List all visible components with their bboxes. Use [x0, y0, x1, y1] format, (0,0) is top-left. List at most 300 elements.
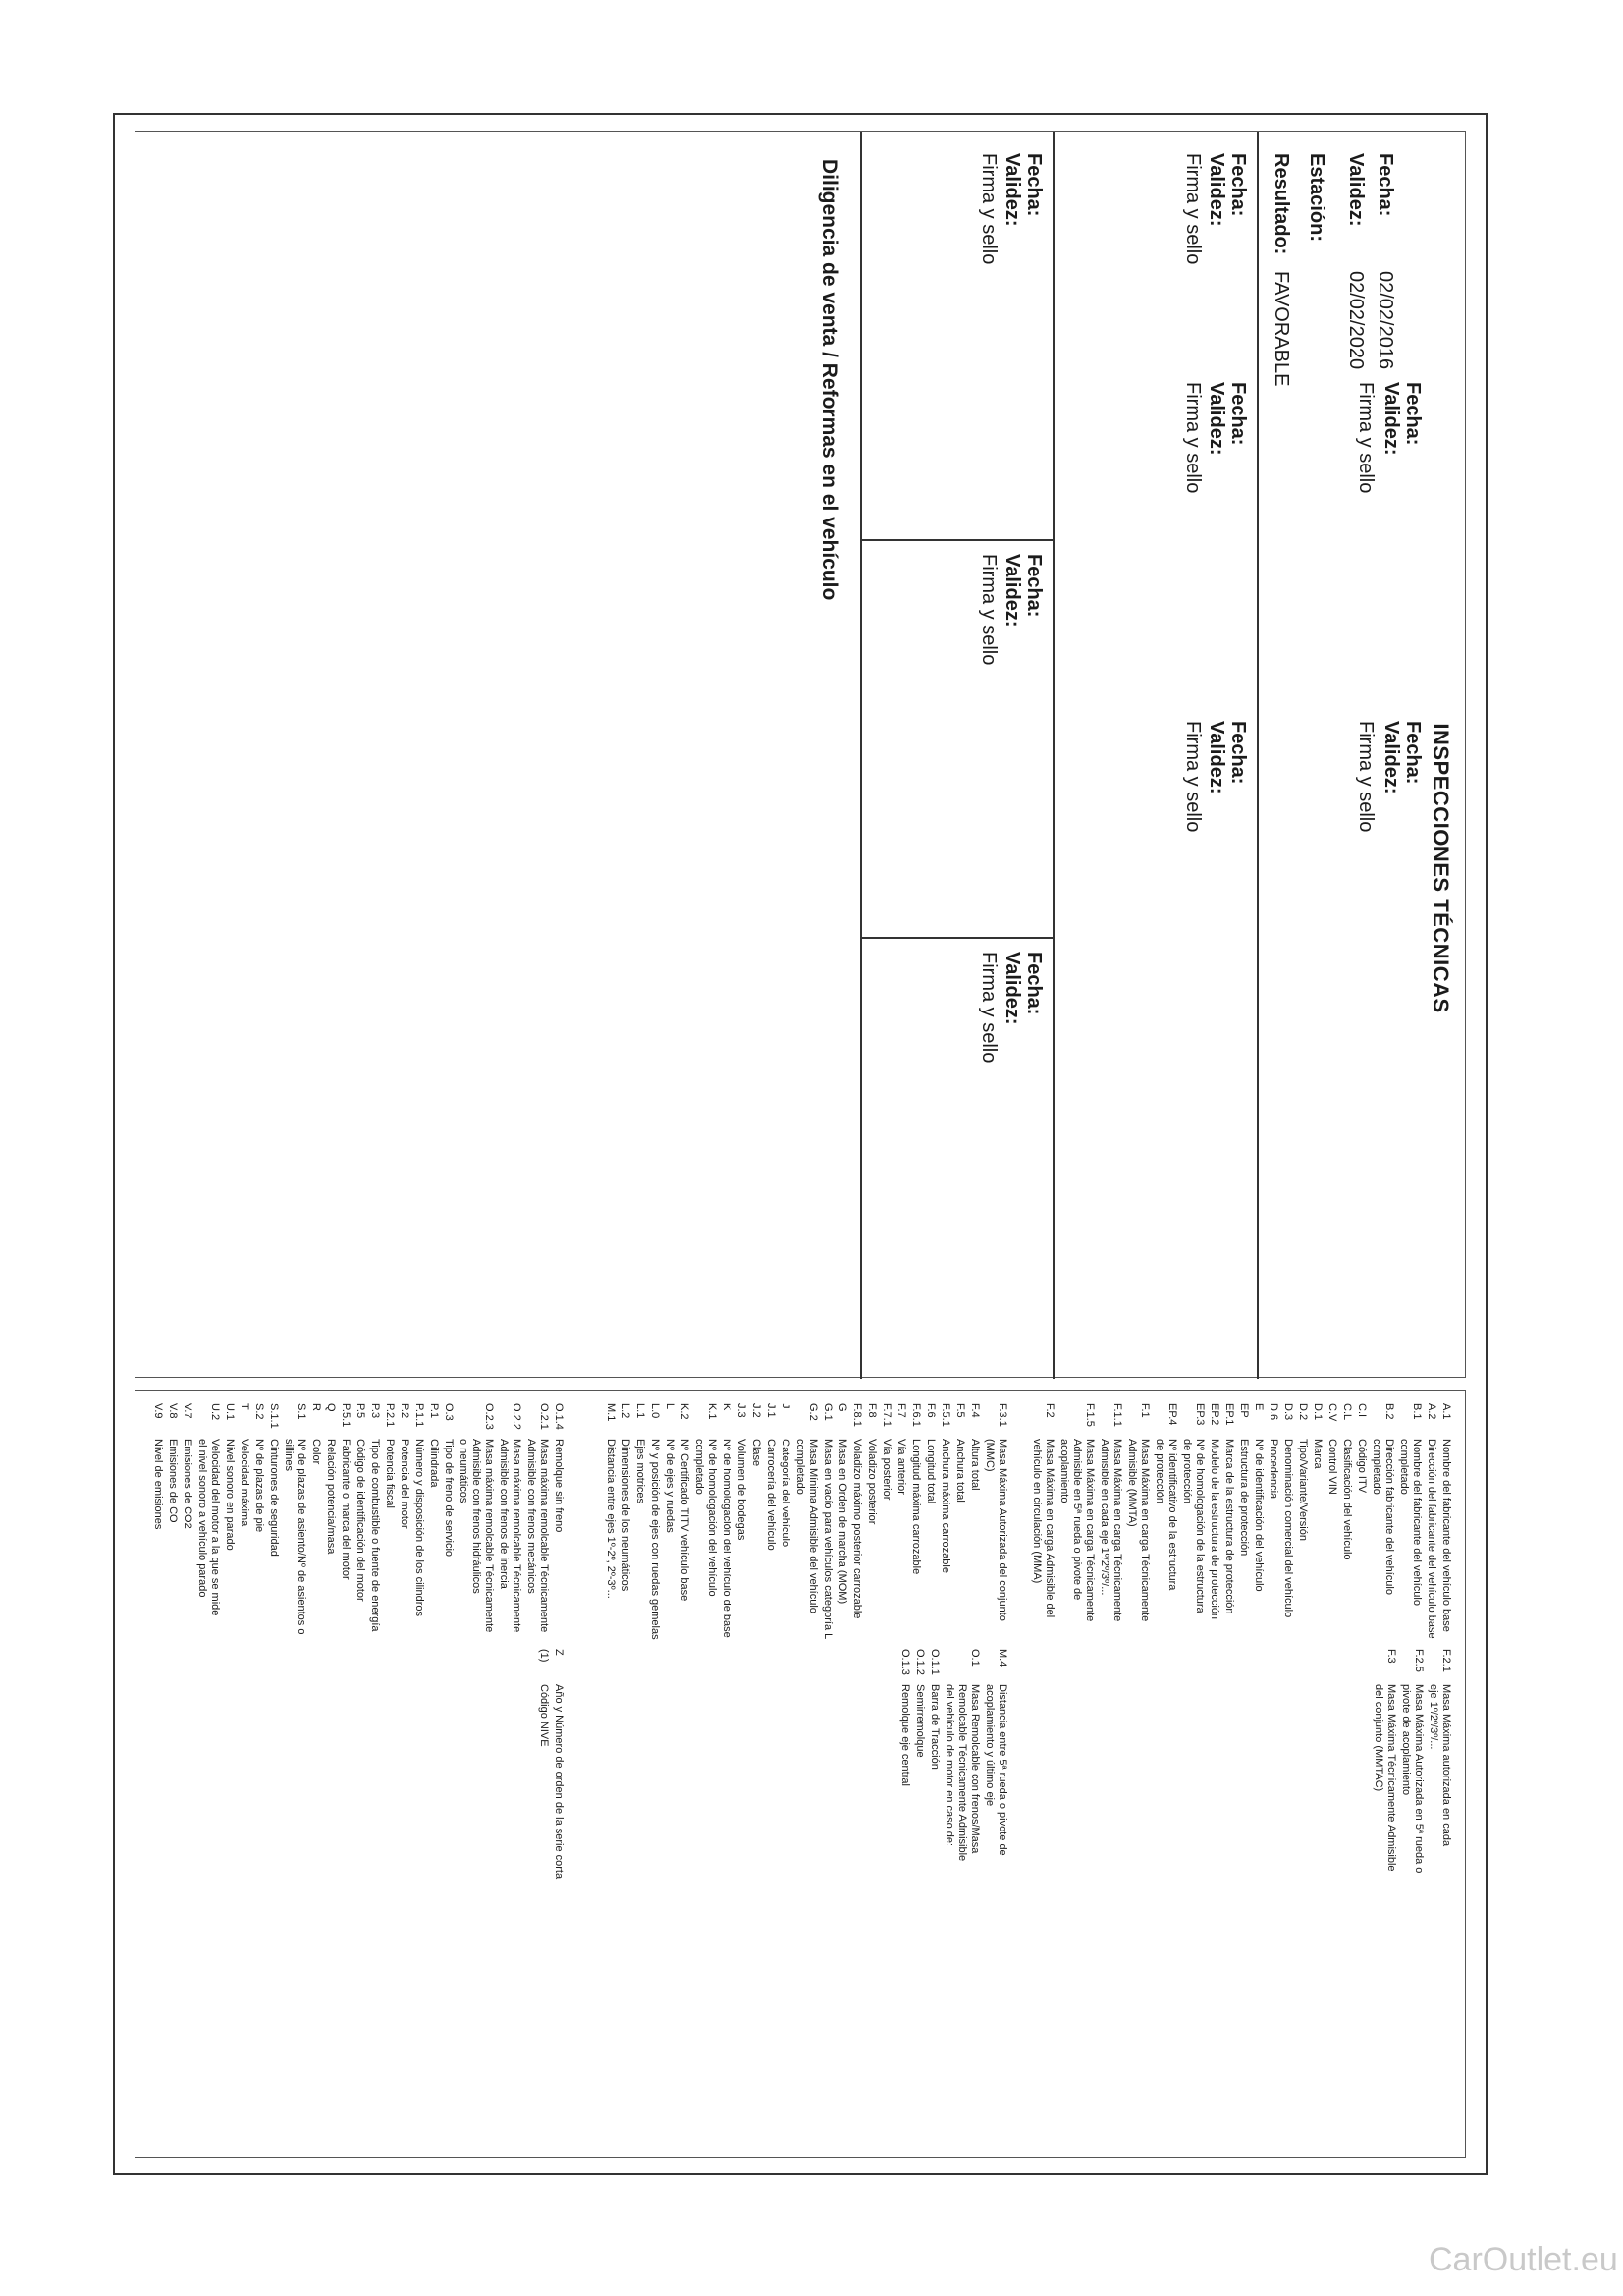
field-row [1208, 1403, 1220, 1649]
validez-value: 02/02/2020 [1345, 271, 1367, 370]
fields-column-2 [584, 1403, 1008, 2144]
field-description-line: Masa máxima remolcable Técnicamente [538, 1439, 550, 1633]
field-description [151, 1439, 164, 1649]
validez-label-r1c1: Validez: [1345, 153, 1367, 227]
field-description-line: Nº de homologación del vehículo de base [721, 1439, 732, 1638]
firma-label-r2c3: Firma y sello [1182, 721, 1204, 833]
field-row [537, 1649, 550, 1894]
field-code: D.1 [1312, 1403, 1324, 1421]
validez-label-r3c3: Validez: [1001, 952, 1023, 1025]
firma-label-r1c2: Firma y sello [1355, 382, 1377, 494]
field-row [368, 1403, 381, 1649]
field-description [865, 1439, 878, 1649]
field-description [1399, 1684, 1425, 1894]
field-row [793, 1403, 819, 1649]
field-code: K [721, 1403, 732, 1411]
field-description-line: Nº Certificado TITV vehículo base [678, 1439, 690, 1602]
resultado-value: FAVORABLE [1271, 271, 1292, 387]
field-description [238, 1439, 250, 1649]
field-description-line: Remolque eje central [899, 1684, 911, 1786]
field-code: R [310, 1403, 322, 1411]
field-code: F.8.1 [851, 1403, 863, 1427]
field-description [764, 1439, 777, 1649]
field-row [898, 1649, 911, 1894]
field-description [457, 1439, 495, 1649]
field-description-line: Control VIN [1326, 1439, 1338, 1495]
field-description [1252, 1439, 1265, 1649]
field-description [821, 1439, 834, 1649]
field-description-line: acoplamiento y último eje [984, 1684, 996, 1807]
field-description-line: Código NIVE [538, 1684, 550, 1747]
field-code: C.V [1326, 1403, 1338, 1422]
field-code: K.2 [678, 1403, 690, 1420]
field-row [734, 1403, 747, 1649]
field-code: D.2 [1297, 1403, 1309, 1421]
field-row [1237, 1403, 1250, 1649]
fecha-label-r2c1: Fecha: [1227, 153, 1249, 217]
field-code: A.1 [1440, 1403, 1452, 1420]
field-description-line: del vehículo de motor en caso de: [944, 1684, 955, 1847]
field-row [1399, 1649, 1425, 1894]
field-code: L.1 [634, 1403, 646, 1419]
field-description [1397, 1439, 1423, 1649]
field-code: F.8 [866, 1403, 878, 1418]
firma-label-r3c3: Firma y sello [978, 952, 1000, 1064]
field-code: EP.1 [1223, 1403, 1235, 1426]
field-row [1222, 1403, 1235, 1649]
firma-label-r1c3: Firma y sello [1355, 721, 1377, 833]
field-description-line: completado [693, 1439, 705, 1495]
field-code: V.9 [152, 1403, 164, 1419]
field-code: C.L [1341, 1403, 1353, 1421]
field-row [398, 1403, 410, 1649]
field-description-line: Emisiones de CO [167, 1439, 179, 1523]
field-code: G.2 [807, 1403, 819, 1421]
field-description-line: Distancia entre ejes 1º-2º, 2º-3º... [605, 1439, 617, 1599]
field-description [663, 1439, 676, 1649]
field-description-line: Nº de identificación del vehículo [1253, 1439, 1265, 1592]
field-description [1281, 1439, 1294, 1649]
field-row [1180, 1403, 1206, 1649]
resultado-label: Resultado: [1271, 153, 1292, 255]
field-description [427, 1439, 440, 1649]
field-code: O.2.2 [511, 1403, 522, 1430]
field-description [720, 1439, 732, 1649]
field-description [324, 1439, 337, 1649]
field-row [850, 1403, 863, 1649]
field-description-line: Dimensiones de los neumáticos [620, 1439, 631, 1592]
field-description-line: completado [1398, 1439, 1410, 1495]
field-code: P.5.1 [340, 1403, 352, 1428]
fecha-label-r1c3: Fecha: [1402, 721, 1424, 785]
field-description [943, 1684, 981, 1894]
field-code: O.1 [969, 1649, 981, 1667]
field-description-line: Masa en vacío para vehículos categoría L [822, 1439, 834, 1640]
field-description-line: o neumáticos [458, 1439, 469, 1503]
field-code: G [837, 1403, 848, 1412]
field-row [1439, 1403, 1452, 1649]
field-description-line: Clasificación del vehículo [1341, 1439, 1353, 1560]
field-row [924, 1403, 937, 1649]
field-row [692, 1403, 718, 1649]
field-description [1372, 1684, 1397, 1894]
field-description-line: Anchura total [954, 1439, 966, 1503]
field-row [552, 1649, 565, 1894]
field-row [524, 1403, 550, 1649]
field-row [1372, 1649, 1397, 1894]
field-row [1098, 1403, 1123, 1649]
field-code: J.1 [765, 1403, 777, 1418]
field-code: B.2 [1383, 1403, 1395, 1420]
field-description [913, 1684, 926, 1894]
field-row [865, 1403, 878, 1649]
field-description [909, 1439, 922, 1649]
fecha-label-r3c1: Fecha: [1023, 153, 1045, 217]
field-row [928, 1649, 941, 1894]
field-description-line: Masa Máxima en carga Técnicamente [1111, 1439, 1123, 1622]
field-row [1340, 1403, 1353, 1649]
field-row [943, 1649, 981, 1894]
field-description-line: Remolque sin freno [553, 1439, 565, 1533]
field-code: L [664, 1403, 676, 1410]
validez-label-r2c3: Validez: [1206, 721, 1227, 794]
field-code: EP [1238, 1403, 1250, 1418]
field-row [749, 1403, 762, 1649]
field-description-line: Nº de plazas de pie [253, 1439, 265, 1533]
field-description-line: Dirección fabricante del vehículo [1383, 1439, 1395, 1595]
field-description [1439, 1439, 1452, 1649]
field-description [1325, 1439, 1338, 1649]
field-row [457, 1403, 495, 1649]
field-description-line: de protección [1154, 1439, 1165, 1504]
field-code: S.2 [253, 1403, 265, 1420]
field-description [339, 1439, 352, 1649]
field-code: F.3.1 [997, 1403, 1008, 1427]
field-code: U.1 [224, 1403, 236, 1421]
field-description [552, 1684, 565, 1894]
field-description-line: Estructura de protección [1238, 1439, 1250, 1557]
field-row [913, 1649, 926, 1894]
field-row [909, 1403, 922, 1649]
field-description-line: Procedencia [1268, 1439, 1279, 1500]
grid-line-h3 [860, 132, 862, 1379]
field-code: F.5.1 [940, 1403, 951, 1427]
field-description-line: Modelo de la estructura de protección [1209, 1439, 1220, 1620]
field-row [181, 1403, 193, 1649]
field-description-line: Código de identificación del motor [354, 1439, 366, 1602]
field-row [1030, 1403, 1055, 1649]
field-description [195, 1439, 221, 1649]
fecha-label-r1c1: Fecha: [1375, 153, 1396, 217]
grid-line-v1 [862, 539, 1055, 541]
field-description [353, 1439, 366, 1649]
field-description [939, 1439, 951, 1649]
fecha-label-r3c2: Fecha: [1023, 554, 1045, 618]
grid-line-v2 [862, 937, 1055, 939]
field-description [924, 1439, 937, 1649]
field-description [552, 1439, 565, 1649]
field-code: P.1.1 [413, 1403, 425, 1428]
field-description [983, 1439, 1008, 1649]
field-description [1222, 1439, 1235, 1649]
field-description-line: completado [794, 1439, 806, 1495]
field-row [821, 1403, 834, 1649]
field-description [1370, 1439, 1395, 1649]
field-code: P.2.1 [384, 1403, 396, 1428]
field-row [1153, 1403, 1178, 1649]
field-code: U.2 [209, 1403, 221, 1421]
field-description-line: Emisiones de CO2 [182, 1439, 193, 1529]
firma-label-r2c2: Firma y sello [1182, 382, 1204, 494]
field-code: F.4 [969, 1403, 981, 1418]
field-description [619, 1439, 631, 1649]
field-row [427, 1403, 440, 1649]
field-row [282, 1403, 307, 1649]
field-description-line: Marca [1312, 1439, 1324, 1469]
field-description [1030, 1439, 1055, 1649]
field-code: L.0 [649, 1403, 661, 1419]
field-description-line: Nº de homologación de la estructura [1194, 1439, 1206, 1613]
field-description [181, 1439, 193, 1649]
field-description-line: Nivel sonoro en parado [224, 1439, 236, 1551]
field-row [223, 1403, 236, 1649]
field-description-line: Velocidad del motor a la que se mide [209, 1439, 221, 1616]
field-row [252, 1403, 265, 1649]
field-row [1311, 1403, 1324, 1649]
field-description [749, 1439, 762, 1649]
field-code: O.2.1 [538, 1403, 550, 1430]
field-row [619, 1403, 631, 1649]
field-row [1427, 1649, 1452, 1894]
field-code: F.1 [1139, 1403, 1151, 1418]
field-description-line: Distancia entre 5ª rueda o pivote de [997, 1684, 1008, 1856]
field-code: O.3 [443, 1403, 455, 1421]
validez-label-r1c2: Validez: [1380, 382, 1402, 456]
fecha-value: 02/02/2016 [1375, 271, 1396, 370]
field-description-line: Admisible con frenos hidráulicos [470, 1439, 482, 1594]
field-description-line: Altura total [969, 1439, 981, 1491]
field-code: F.1.5 [1084, 1403, 1096, 1427]
field-description [497, 1439, 522, 1649]
field-description-line: Clase [750, 1439, 762, 1467]
field-row [1425, 1403, 1437, 1649]
firma-label-r2c1: Firma y sello [1182, 153, 1204, 265]
field-description [412, 1439, 425, 1649]
field-description-line: Vía anterior [895, 1439, 907, 1495]
field-code: O.1.1 [929, 1649, 941, 1675]
estacion-label: Estación: [1306, 153, 1327, 243]
field-code: A.2 [1426, 1403, 1437, 1420]
field-description [524, 1439, 550, 1649]
field-description-line: Potencia fiscal [384, 1439, 396, 1508]
field-description [1180, 1439, 1206, 1649]
field-code: F.7 [895, 1403, 907, 1418]
field-description [223, 1439, 236, 1649]
field-code: J [780, 1403, 791, 1409]
field-description-line: Longitud total [925, 1439, 937, 1504]
field-description [398, 1439, 410, 1649]
inspection-sheet [113, 113, 1488, 2175]
field-description-line: Nº de homologación del vehículo [706, 1439, 718, 1597]
field-description-line: Nº y posición de ejes con ruedas gemelas [649, 1439, 661, 1640]
field-description [1098, 1439, 1123, 1649]
field-description-line: Masa Máxima en carga Técnicamente [1084, 1439, 1096, 1622]
field-description [166, 1439, 179, 1649]
field-description-line: Masa Máxima autorizada en cada [1440, 1684, 1452, 1847]
field-row [968, 1403, 981, 1649]
field-row [1355, 1403, 1368, 1649]
field-description-line: Tipo/Variante/Versión [1297, 1439, 1309, 1541]
field-description [1237, 1439, 1250, 1649]
field-description [1340, 1439, 1353, 1649]
field-description-line: Admisible con frenos de inercia [498, 1439, 510, 1589]
field-description-line: vehículo en circulación (MMA) [1031, 1439, 1043, 1584]
field-row [151, 1403, 164, 1649]
field-description-line: Admisible en cada eje 1º/2º/3º/... [1099, 1439, 1110, 1596]
field-row [764, 1403, 777, 1649]
field-row [166, 1403, 179, 1649]
field-code: P.2 [399, 1403, 410, 1419]
field-row [1252, 1403, 1265, 1649]
field-row [779, 1403, 791, 1649]
field-description-line: Barra de Tracción [929, 1684, 941, 1770]
field-code: P.5 [354, 1403, 366, 1419]
field-description [880, 1439, 893, 1649]
field-description [282, 1439, 307, 1649]
field-code: O.2.3 [483, 1403, 495, 1430]
field-code: P.3 [369, 1403, 381, 1419]
field-description [1208, 1439, 1220, 1649]
field-description [537, 1684, 550, 1894]
field-description-line: Masa Máxima Técnicamente Admisible [1385, 1684, 1397, 1872]
field-code: F.2 [1044, 1403, 1055, 1418]
field-description-line: Nivel de emisiones [152, 1439, 164, 1530]
field-row [894, 1403, 907, 1649]
field-code: B.1 [1411, 1403, 1423, 1420]
field-code: S.1 [296, 1403, 307, 1420]
field-row [1397, 1403, 1423, 1649]
field-description [1267, 1439, 1279, 1649]
field-description-line: Fabricante o marca del motor [340, 1439, 352, 1580]
firma-label-r3c2: Firma y sello [978, 554, 1000, 666]
field-description-line: Categoría del vehículo [780, 1439, 791, 1548]
field-description [983, 1684, 1008, 1894]
validez-label-r3c1: Validez: [1001, 153, 1023, 227]
firma-label-r3c1: Firma y sello [978, 153, 1000, 265]
field-description-line: Masa Máxima Autorizada del conjunto [997, 1439, 1008, 1621]
field-description [1296, 1439, 1309, 1649]
field-description [734, 1439, 747, 1649]
field-description [898, 1684, 911, 1894]
field-description-line: del conjunto (MMTAC) [1373, 1684, 1384, 1792]
field-description [928, 1684, 941, 1894]
field-code: G.1 [822, 1403, 834, 1421]
field-code: T [239, 1403, 250, 1410]
field-description [677, 1439, 690, 1649]
field-description-line: Potencia del motor [399, 1439, 410, 1529]
grid-line-h1 [1257, 132, 1259, 1379]
field-description-line: Año y Número de orden de la serie corta [553, 1684, 565, 1880]
grid-line-h2 [1053, 132, 1055, 1379]
field-description-line: sillines [283, 1439, 295, 1472]
field-description-line: Longitud máxima carrozable [910, 1439, 922, 1575]
field-description-line: Cilindrada [428, 1439, 440, 1488]
field-description [953, 1439, 966, 1649]
field-code: Q [325, 1403, 337, 1412]
field-description-line: Masa Máxima en carga Técnicamente [1139, 1439, 1151, 1622]
field-row [983, 1649, 1008, 1894]
field-code: C.I [1356, 1403, 1368, 1418]
field-row [836, 1403, 848, 1649]
field-code: P.1 [428, 1403, 440, 1419]
field-code: O.1.3 [899, 1649, 911, 1675]
validez-label-r1c3: Validez: [1380, 721, 1402, 794]
field-description-line: Masa máxima remolcable Técnicamente [511, 1439, 522, 1633]
field-description-line: Remolcable Técnicamente Admisible [956, 1684, 968, 1862]
fecha-label-r2c3: Fecha: [1227, 721, 1249, 785]
field-code: F.1.1 [1111, 1403, 1123, 1427]
field-code: F.6 [925, 1403, 937, 1418]
field-description [779, 1439, 791, 1649]
field-description [604, 1439, 617, 1649]
field-description-line: Masa Máxima Autorizada en 5ª rueda o [1413, 1684, 1425, 1874]
field-description-line: Carrocería del vehículo [765, 1439, 777, 1551]
field-description-line: Cinturones de seguridad [268, 1439, 280, 1557]
field-code: V.8 [167, 1403, 179, 1419]
field-row [1125, 1403, 1151, 1649]
field-description-line: Nombre del fabricante del vehículo base [1440, 1439, 1452, 1632]
field-row [663, 1403, 676, 1649]
field-row [953, 1403, 966, 1649]
validez-label-r3c2: Validez: [1001, 554, 1023, 628]
field-description-line: Masa máxima remolcable Técnicamente [483, 1439, 495, 1633]
field-row [324, 1403, 337, 1649]
field-description-line: Marca de la estructura de protección [1223, 1439, 1235, 1614]
field-description [267, 1439, 280, 1649]
field-description-line: Dirección del fabricante del vehículo base [1426, 1439, 1437, 1639]
field-description-line: Tipo de combustible o fuente de energía [369, 1439, 381, 1632]
field-description-line: Nombre del fabricante del vehículo [1411, 1439, 1423, 1606]
field-code: F.6.1 [910, 1403, 922, 1427]
inspections-title: INSPECCIONES TÉCNICAS [1429, 723, 1453, 1013]
field-description [633, 1439, 646, 1649]
field-row [633, 1403, 646, 1649]
field-description-line: Velocidad máxima [239, 1439, 250, 1527]
field-description [968, 1439, 981, 1649]
field-description [648, 1439, 661, 1649]
field-row [720, 1403, 732, 1649]
field-row [267, 1403, 280, 1649]
field-description-line: Voladizo máximo posterior carrozable [851, 1439, 863, 1619]
field-description-line: Nº de ejes y ruedas [664, 1439, 676, 1533]
field-row [1057, 1403, 1096, 1649]
field-description [1311, 1439, 1324, 1649]
field-row [880, 1403, 893, 1649]
field-row [383, 1403, 396, 1649]
field-description-line: Masa Mínima Admisible del vehículo [807, 1439, 819, 1613]
field-description-line: eje 1º/2º/3º/... [1428, 1684, 1439, 1750]
field-description [252, 1439, 265, 1649]
field-description-line: Ejes motrices [634, 1439, 646, 1504]
field-description-line: Código ITV [1356, 1439, 1368, 1494]
field-description [309, 1439, 322, 1649]
inspections-panel [135, 131, 1466, 1378]
field-row [677, 1403, 690, 1649]
field-description-line: Admisible (MMTA) [1126, 1439, 1138, 1527]
field-description-line: Número y disposición de los cilindros [413, 1439, 425, 1616]
field-row [552, 1403, 565, 1649]
field-description-line: Nº de plazas de asiento/Nº de asientos o [296, 1439, 307, 1635]
